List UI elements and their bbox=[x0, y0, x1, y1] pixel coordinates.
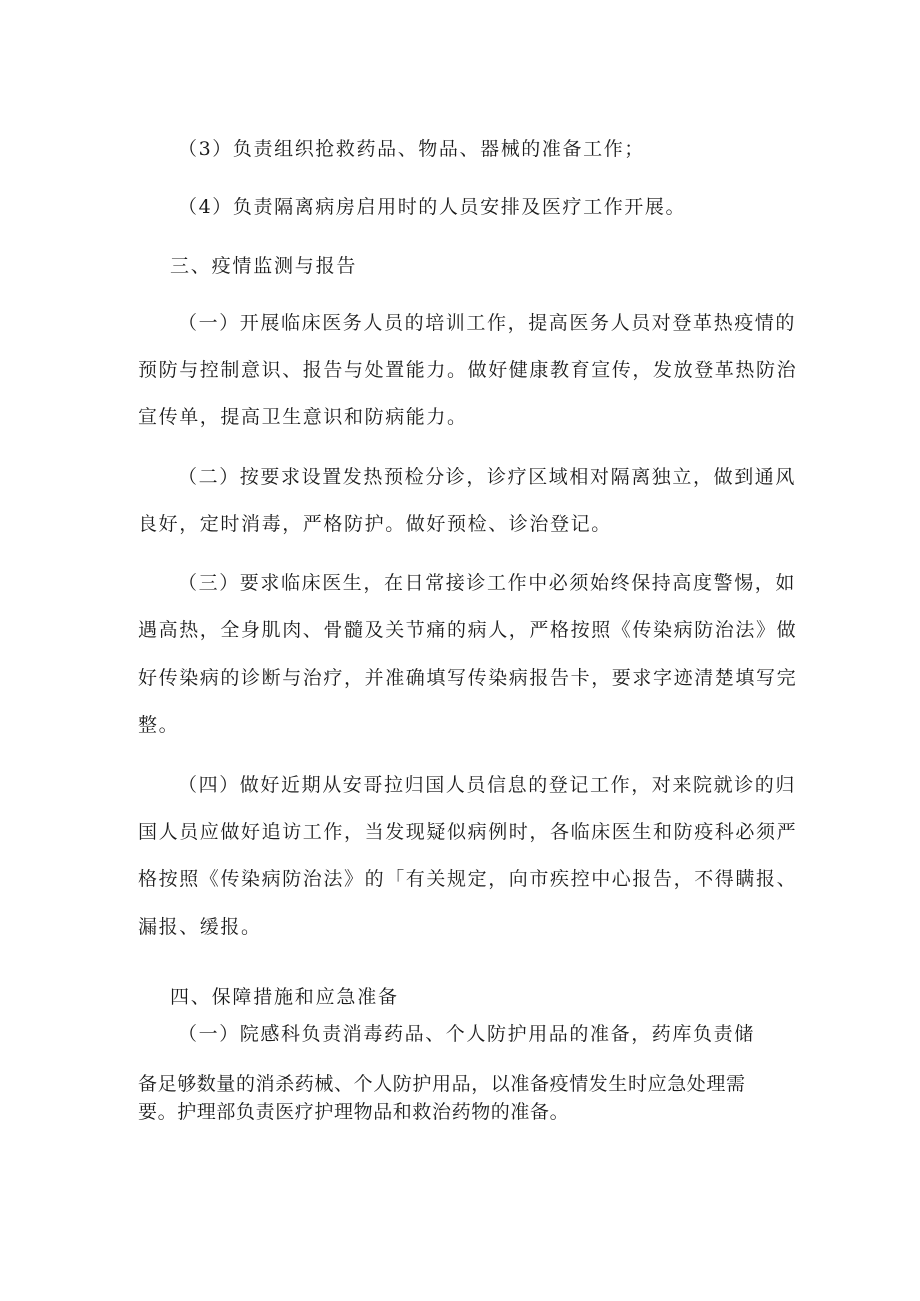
paragraph-line: 遇高热，全身肌肉、骨髓及关节痛的病人，严格按照《传染病防治法》做 bbox=[138, 619, 798, 641]
paragraph-line: （二）按要求设置发热预检分诊，诊疗区域相对隔离独立，做到通风 bbox=[178, 466, 797, 488]
paragraph-line: 格按照《传染病防治法》的「有关规定，向市疾控中心报告，不得瞒报、 bbox=[138, 868, 798, 890]
paragraph-line: 要。护理部负责医疗护理物品和救治药物的准备。 bbox=[138, 1101, 570, 1123]
paragraph-line: 好传染病的诊断与治疗，并准确填写传染病报告卡，要求字迹清楚填写完 bbox=[138, 667, 798, 689]
paragraph-line: 漏报、缓报。 bbox=[138, 916, 262, 938]
paragraph-line: （四）做好近期从安哥拉归国人员信息的登记工作，对来院就诊的归 bbox=[178, 774, 797, 796]
list-item-3: （3）负责组织抢救药品、物品、器械的准备工作； bbox=[178, 138, 645, 160]
paragraph-line: （一）开展临床医务人员的培训工作，提高医务人员对登革热疫情的 bbox=[178, 312, 797, 334]
paragraph-line: （一）院感科负责消毒药品、个人防护用品的准备，药库负责储 bbox=[178, 1023, 755, 1045]
paragraph-line: 国人员应做好追访工作，当发现疑似病例时，各临床医生和防疫科必须严 bbox=[138, 821, 798, 843]
section-3-heading: 三、疫情监测与报告 bbox=[170, 255, 358, 277]
paragraph-line: 备足够数量的消杀药械、个人防护用品，以准备疫情发生时应急处理需 bbox=[138, 1073, 746, 1095]
list-item-4: （4）负责隔离病房启用时的人员安排及医疗工作开展。 bbox=[178, 196, 687, 218]
paragraph-line: （三）要求临床医生，在日常接诊工作中必须始终保持高度警惕，如 bbox=[178, 572, 797, 594]
section-4-heading: 四、保障措施和应急准备 bbox=[170, 986, 399, 1008]
paragraph-line: 预防与控制意识、报告与处置能力。做好健康教育宣传，发放登革热防治 bbox=[138, 359, 798, 381]
paragraph-line: 良好，定时消毒，严格防护。做好预检、诊治登记。 bbox=[138, 513, 612, 535]
paragraph-line: 宣传单，提高卫生意识和防病能力。 bbox=[138, 406, 468, 428]
paragraph-line: 整。 bbox=[138, 714, 180, 736]
